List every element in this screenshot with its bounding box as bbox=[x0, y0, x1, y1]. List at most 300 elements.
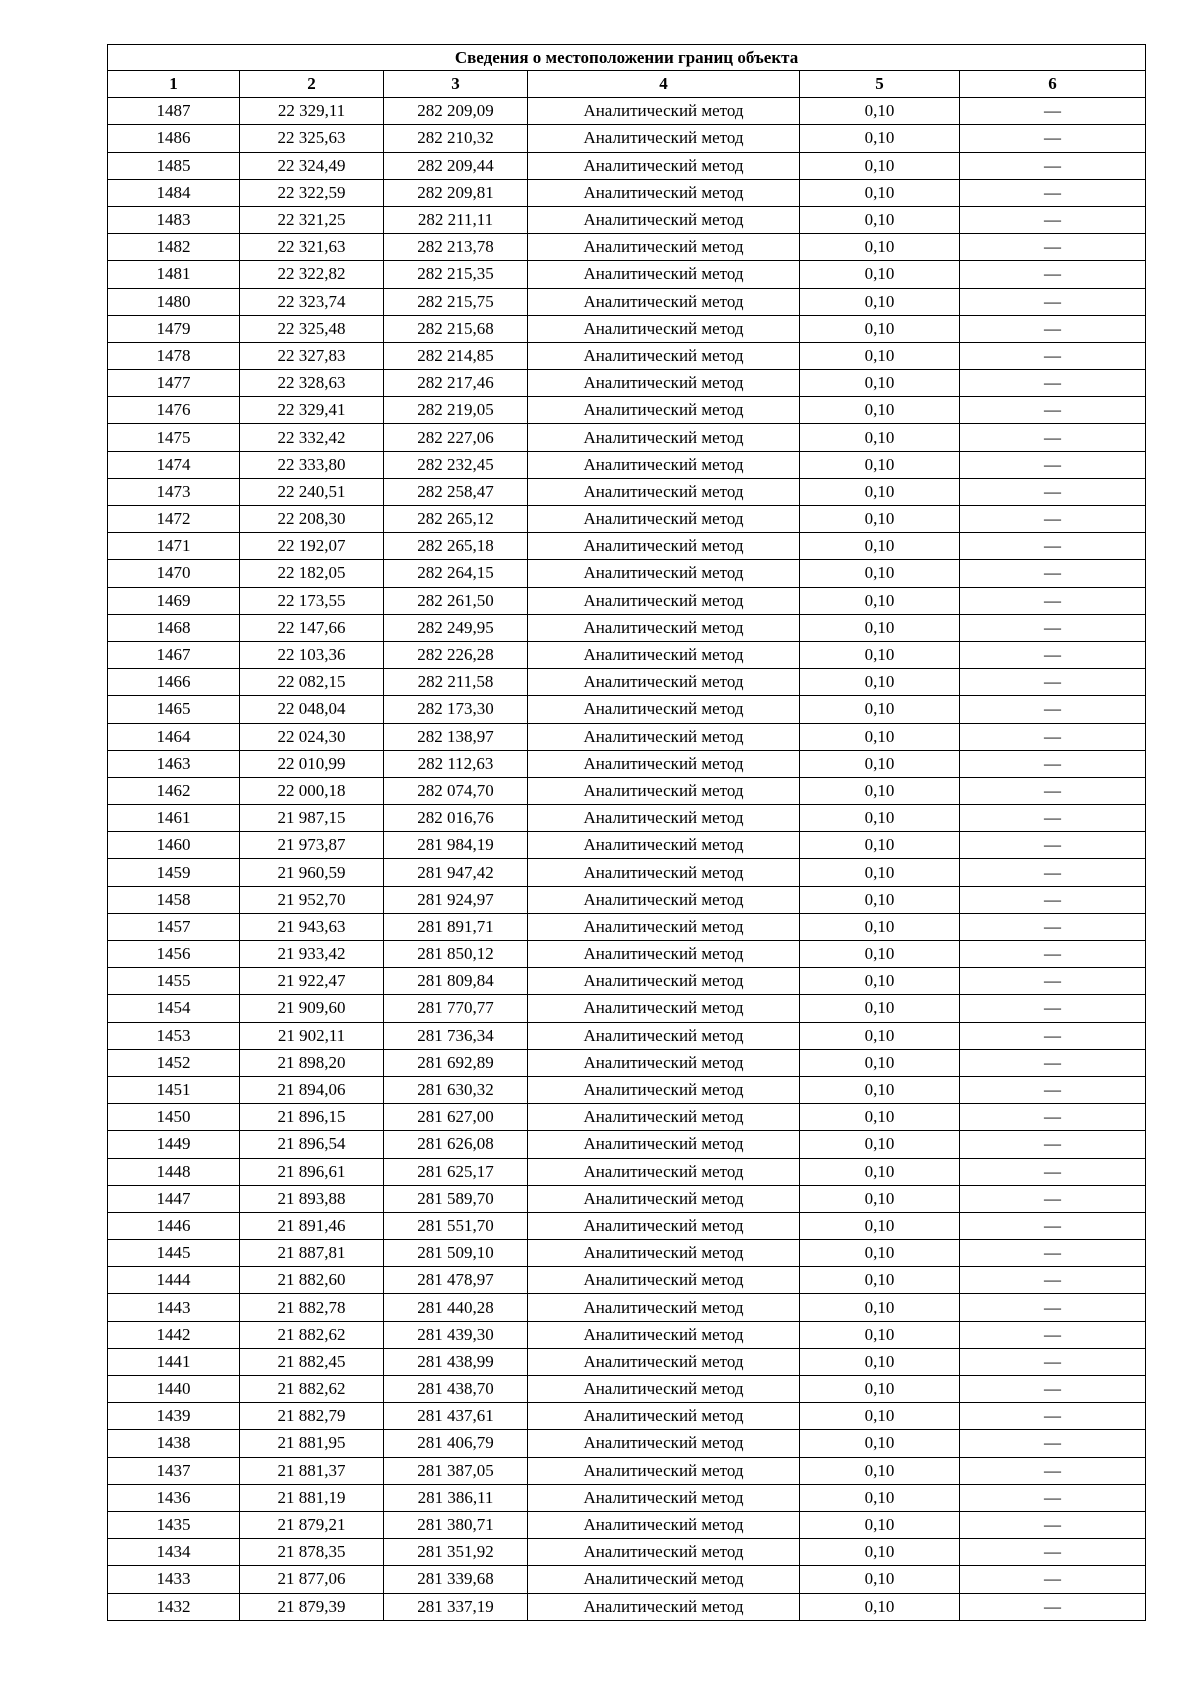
method-cell: Аналитический метод bbox=[528, 261, 800, 288]
y-coordinate-cell: 282 227,06 bbox=[384, 424, 528, 451]
method-cell: Аналитический метод bbox=[528, 777, 800, 804]
point-number-cell: 1433 bbox=[108, 1566, 240, 1593]
accuracy-cell: 0,10 bbox=[800, 424, 960, 451]
table-row bbox=[108, 342, 1146, 369]
table-row bbox=[108, 98, 1146, 125]
x-coordinate-cell: 21 882,60 bbox=[240, 1267, 384, 1294]
method-cell: Аналитический метод bbox=[528, 1049, 800, 1076]
description-cell: — bbox=[960, 234, 1146, 261]
x-coordinate-cell: 21 891,46 bbox=[240, 1212, 384, 1239]
y-coordinate-cell: 282 211,58 bbox=[384, 669, 528, 696]
y-coordinate-cell: 281 984,19 bbox=[384, 832, 528, 859]
method-cell: Аналитический метод bbox=[528, 125, 800, 152]
method-cell: Аналитический метод bbox=[528, 1104, 800, 1131]
table-row bbox=[108, 1158, 1146, 1185]
table-row bbox=[108, 478, 1146, 505]
table-row bbox=[108, 1348, 1146, 1375]
accuracy-cell: 0,10 bbox=[800, 560, 960, 587]
x-coordinate-cell: 22 333,80 bbox=[240, 451, 384, 478]
method-cell: Аналитический метод bbox=[528, 832, 800, 859]
point-number-cell: 1487 bbox=[108, 98, 240, 125]
method-cell: Аналитический метод bbox=[528, 995, 800, 1022]
table-row bbox=[108, 506, 1146, 533]
y-coordinate-cell: 281 627,00 bbox=[384, 1104, 528, 1131]
accuracy-cell: 0,10 bbox=[800, 723, 960, 750]
x-coordinate-cell: 21 893,88 bbox=[240, 1185, 384, 1212]
table-row bbox=[108, 941, 1146, 968]
method-cell: Аналитический метод bbox=[528, 478, 800, 505]
accuracy-cell: 0,10 bbox=[800, 1484, 960, 1511]
y-coordinate-cell: 282 264,15 bbox=[384, 560, 528, 587]
accuracy-cell: 0,10 bbox=[800, 641, 960, 668]
description-cell: — bbox=[960, 1511, 1146, 1538]
y-coordinate-cell: 282 226,28 bbox=[384, 641, 528, 668]
point-number-cell: 1470 bbox=[108, 560, 240, 587]
description-cell: — bbox=[960, 424, 1146, 451]
description-cell: — bbox=[960, 1430, 1146, 1457]
accuracy-cell: 0,10 bbox=[800, 1158, 960, 1185]
method-cell: Аналитический метод bbox=[528, 913, 800, 940]
point-number-cell: 1440 bbox=[108, 1376, 240, 1403]
description-cell: — bbox=[960, 1294, 1146, 1321]
y-coordinate-cell: 281 440,28 bbox=[384, 1294, 528, 1321]
y-coordinate-cell: 281 692,89 bbox=[384, 1049, 528, 1076]
point-number-cell: 1444 bbox=[108, 1267, 240, 1294]
description-cell: — bbox=[960, 968, 1146, 995]
method-cell: Аналитический метод bbox=[528, 1457, 800, 1484]
description-cell: — bbox=[960, 777, 1146, 804]
description-cell: — bbox=[960, 451, 1146, 478]
table-row bbox=[108, 587, 1146, 614]
method-cell: Аналитический метод bbox=[528, 1321, 800, 1348]
y-coordinate-cell: 281 339,68 bbox=[384, 1566, 528, 1593]
description-cell: — bbox=[960, 859, 1146, 886]
point-number-cell: 1480 bbox=[108, 288, 240, 315]
title-row bbox=[108, 45, 1146, 71]
x-coordinate-cell: 21 881,37 bbox=[240, 1457, 384, 1484]
y-coordinate-cell: 282 232,45 bbox=[384, 451, 528, 478]
column-header-5: 5 bbox=[800, 71, 960, 98]
table-row bbox=[108, 234, 1146, 261]
table-row bbox=[108, 1022, 1146, 1049]
description-cell: — bbox=[960, 696, 1146, 723]
description-cell: — bbox=[960, 1566, 1146, 1593]
method-cell: Аналитический метод bbox=[528, 1131, 800, 1158]
accuracy-cell: 0,10 bbox=[800, 370, 960, 397]
x-coordinate-cell: 21 878,35 bbox=[240, 1539, 384, 1566]
y-coordinate-cell: 281 770,77 bbox=[384, 995, 528, 1022]
y-coordinate-cell: 281 351,92 bbox=[384, 1539, 528, 1566]
table-row bbox=[108, 1240, 1146, 1267]
table-row bbox=[108, 696, 1146, 723]
x-coordinate-cell: 22 103,36 bbox=[240, 641, 384, 668]
point-number-cell: 1477 bbox=[108, 370, 240, 397]
y-coordinate-cell: 281 924,97 bbox=[384, 886, 528, 913]
method-cell: Аналитический метод bbox=[528, 1539, 800, 1566]
x-coordinate-cell: 22 208,30 bbox=[240, 506, 384, 533]
method-cell: Аналитический метод bbox=[528, 397, 800, 424]
accuracy-cell: 0,10 bbox=[800, 1566, 960, 1593]
method-cell: Аналитический метод bbox=[528, 1267, 800, 1294]
x-coordinate-cell: 21 973,87 bbox=[240, 832, 384, 859]
table-row bbox=[108, 288, 1146, 315]
table-row bbox=[108, 1566, 1146, 1593]
description-cell: — bbox=[960, 1403, 1146, 1430]
y-coordinate-cell: 281 478,97 bbox=[384, 1267, 528, 1294]
point-number-cell: 1452 bbox=[108, 1049, 240, 1076]
accuracy-cell: 0,10 bbox=[800, 506, 960, 533]
description-cell: — bbox=[960, 750, 1146, 777]
y-coordinate-cell: 282 215,35 bbox=[384, 261, 528, 288]
y-coordinate-cell: 281 337,19 bbox=[384, 1593, 528, 1620]
x-coordinate-cell: 22 325,48 bbox=[240, 315, 384, 342]
accuracy-cell: 0,10 bbox=[800, 1022, 960, 1049]
point-number-cell: 1457 bbox=[108, 913, 240, 940]
table-row bbox=[108, 669, 1146, 696]
x-coordinate-cell: 21 881,95 bbox=[240, 1430, 384, 1457]
x-coordinate-cell: 21 952,70 bbox=[240, 886, 384, 913]
table-row bbox=[108, 859, 1146, 886]
accuracy-cell: 0,10 bbox=[800, 234, 960, 261]
method-cell: Аналитический метод bbox=[528, 315, 800, 342]
x-coordinate-cell: 22 321,25 bbox=[240, 206, 384, 233]
table-row bbox=[108, 1321, 1146, 1348]
table-row bbox=[108, 1511, 1146, 1538]
y-coordinate-cell: 281 626,08 bbox=[384, 1131, 528, 1158]
accuracy-cell: 0,10 bbox=[800, 832, 960, 859]
method-cell: Аналитический метод bbox=[528, 1348, 800, 1375]
method-cell: Аналитический метод bbox=[528, 1430, 800, 1457]
x-coordinate-cell: 21 933,42 bbox=[240, 941, 384, 968]
table-row bbox=[108, 995, 1146, 1022]
point-number-cell: 1460 bbox=[108, 832, 240, 859]
x-coordinate-cell: 21 887,81 bbox=[240, 1240, 384, 1267]
table-row bbox=[108, 641, 1146, 668]
point-number-cell: 1461 bbox=[108, 805, 240, 832]
x-coordinate-cell: 22 048,04 bbox=[240, 696, 384, 723]
description-cell: — bbox=[960, 370, 1146, 397]
x-coordinate-cell: 22 192,07 bbox=[240, 533, 384, 560]
accuracy-cell: 0,10 bbox=[800, 941, 960, 968]
description-cell: — bbox=[960, 1049, 1146, 1076]
point-number-cell: 1439 bbox=[108, 1403, 240, 1430]
method-cell: Аналитический метод bbox=[528, 886, 800, 913]
method-cell: Аналитический метод bbox=[528, 614, 800, 641]
description-cell: — bbox=[960, 315, 1146, 342]
description-cell: — bbox=[960, 587, 1146, 614]
point-number-cell: 1469 bbox=[108, 587, 240, 614]
description-cell: — bbox=[960, 261, 1146, 288]
accuracy-cell: 0,10 bbox=[800, 587, 960, 614]
accuracy-cell: 0,10 bbox=[800, 1403, 960, 1430]
y-coordinate-cell: 281 809,84 bbox=[384, 968, 528, 995]
method-cell: Аналитический метод bbox=[528, 506, 800, 533]
x-coordinate-cell: 22 322,59 bbox=[240, 179, 384, 206]
x-coordinate-cell: 22 010,99 bbox=[240, 750, 384, 777]
x-coordinate-cell: 21 879,39 bbox=[240, 1593, 384, 1620]
description-cell: — bbox=[960, 288, 1146, 315]
accuracy-cell: 0,10 bbox=[800, 315, 960, 342]
accuracy-cell: 0,10 bbox=[800, 1593, 960, 1620]
point-number-cell: 1478 bbox=[108, 342, 240, 369]
accuracy-cell: 0,10 bbox=[800, 206, 960, 233]
description-cell: — bbox=[960, 179, 1146, 206]
y-coordinate-cell: 282 215,75 bbox=[384, 288, 528, 315]
table-row bbox=[108, 1430, 1146, 1457]
x-coordinate-cell: 21 881,19 bbox=[240, 1484, 384, 1511]
accuracy-cell: 0,10 bbox=[800, 750, 960, 777]
method-cell: Аналитический метод bbox=[528, 1403, 800, 1430]
y-coordinate-cell: 281 850,12 bbox=[384, 941, 528, 968]
table-row bbox=[108, 1212, 1146, 1239]
table-row bbox=[108, 777, 1146, 804]
method-cell: Аналитический метод bbox=[528, 533, 800, 560]
table-row bbox=[108, 1076, 1146, 1103]
method-cell: Аналитический метод bbox=[528, 1511, 800, 1538]
y-coordinate-cell: 282 215,68 bbox=[384, 315, 528, 342]
x-coordinate-cell: 22 173,55 bbox=[240, 587, 384, 614]
accuracy-cell: 0,10 bbox=[800, 397, 960, 424]
description-cell: — bbox=[960, 1076, 1146, 1103]
point-number-cell: 1465 bbox=[108, 696, 240, 723]
accuracy-cell: 0,10 bbox=[800, 1511, 960, 1538]
table-row bbox=[108, 832, 1146, 859]
point-number-cell: 1437 bbox=[108, 1457, 240, 1484]
point-number-cell: 1459 bbox=[108, 859, 240, 886]
x-coordinate-cell: 21 987,15 bbox=[240, 805, 384, 832]
x-coordinate-cell: 21 882,79 bbox=[240, 1403, 384, 1430]
y-coordinate-cell: 281 387,05 bbox=[384, 1457, 528, 1484]
description-cell: — bbox=[960, 1240, 1146, 1267]
x-coordinate-cell: 21 882,62 bbox=[240, 1321, 384, 1348]
method-cell: Аналитический метод bbox=[528, 1294, 800, 1321]
method-cell: Аналитический метод bbox=[528, 859, 800, 886]
point-number-cell: 1448 bbox=[108, 1158, 240, 1185]
description-cell: — bbox=[960, 506, 1146, 533]
point-number-cell: 1456 bbox=[108, 941, 240, 968]
accuracy-cell: 0,10 bbox=[800, 125, 960, 152]
method-cell: Аналитический метод bbox=[528, 1212, 800, 1239]
column-header-6: 6 bbox=[960, 71, 1146, 98]
description-cell: — bbox=[960, 1185, 1146, 1212]
x-coordinate-cell: 22 329,41 bbox=[240, 397, 384, 424]
point-number-cell: 1471 bbox=[108, 533, 240, 560]
table-row bbox=[108, 968, 1146, 995]
y-coordinate-cell: 282 209,09 bbox=[384, 98, 528, 125]
description-cell: — bbox=[960, 1539, 1146, 1566]
x-coordinate-cell: 21 902,11 bbox=[240, 1022, 384, 1049]
y-coordinate-cell: 282 258,47 bbox=[384, 478, 528, 505]
accuracy-cell: 0,10 bbox=[800, 968, 960, 995]
y-coordinate-cell: 281 439,30 bbox=[384, 1321, 528, 1348]
x-coordinate-cell: 22 323,74 bbox=[240, 288, 384, 315]
description-cell: — bbox=[960, 152, 1146, 179]
x-coordinate-cell: 22 324,49 bbox=[240, 152, 384, 179]
method-cell: Аналитический метод bbox=[528, 370, 800, 397]
description-cell: — bbox=[960, 669, 1146, 696]
table-body bbox=[108, 98, 1146, 1621]
x-coordinate-cell: 22 321,63 bbox=[240, 234, 384, 261]
point-number-cell: 1453 bbox=[108, 1022, 240, 1049]
point-number-cell: 1466 bbox=[108, 669, 240, 696]
table-row bbox=[108, 1131, 1146, 1158]
y-coordinate-cell: 281 551,70 bbox=[384, 1212, 528, 1239]
accuracy-cell: 0,10 bbox=[800, 1457, 960, 1484]
point-number-cell: 1458 bbox=[108, 886, 240, 913]
table-row bbox=[108, 723, 1146, 750]
accuracy-cell: 0,10 bbox=[800, 478, 960, 505]
table-row bbox=[108, 913, 1146, 940]
table-row bbox=[108, 1376, 1146, 1403]
point-number-cell: 1441 bbox=[108, 1348, 240, 1375]
point-number-cell: 1485 bbox=[108, 152, 240, 179]
accuracy-cell: 0,10 bbox=[800, 1430, 960, 1457]
method-cell: Аналитический метод bbox=[528, 206, 800, 233]
description-cell: — bbox=[960, 125, 1146, 152]
boundary-table bbox=[107, 44, 1146, 1621]
point-number-cell: 1463 bbox=[108, 750, 240, 777]
x-coordinate-cell: 22 024,30 bbox=[240, 723, 384, 750]
y-coordinate-cell: 282 211,11 bbox=[384, 206, 528, 233]
description-cell: — bbox=[960, 1158, 1146, 1185]
method-cell: Аналитический метод bbox=[528, 1185, 800, 1212]
x-coordinate-cell: 21 896,54 bbox=[240, 1131, 384, 1158]
y-coordinate-cell: 281 736,34 bbox=[384, 1022, 528, 1049]
description-cell: — bbox=[960, 886, 1146, 913]
method-cell: Аналитический метод bbox=[528, 179, 800, 206]
x-coordinate-cell: 21 882,45 bbox=[240, 1348, 384, 1375]
y-coordinate-cell: 282 214,85 bbox=[384, 342, 528, 369]
y-coordinate-cell: 282 219,05 bbox=[384, 397, 528, 424]
method-cell: Аналитический метод bbox=[528, 451, 800, 478]
description-cell: — bbox=[960, 641, 1146, 668]
method-cell: Аналитический метод bbox=[528, 288, 800, 315]
method-cell: Аналитический метод bbox=[528, 152, 800, 179]
table-row bbox=[108, 1104, 1146, 1131]
point-number-cell: 1443 bbox=[108, 1294, 240, 1321]
y-coordinate-cell: 282 249,95 bbox=[384, 614, 528, 641]
accuracy-cell: 0,10 bbox=[800, 1321, 960, 1348]
x-coordinate-cell: 21 922,47 bbox=[240, 968, 384, 995]
x-coordinate-cell: 21 960,59 bbox=[240, 859, 384, 886]
x-coordinate-cell: 22 327,83 bbox=[240, 342, 384, 369]
point-number-cell: 1483 bbox=[108, 206, 240, 233]
accuracy-cell: 0,10 bbox=[800, 1131, 960, 1158]
accuracy-cell: 0,10 bbox=[800, 179, 960, 206]
description-cell: — bbox=[960, 98, 1146, 125]
method-cell: Аналитический метод bbox=[528, 1593, 800, 1620]
point-number-cell: 1486 bbox=[108, 125, 240, 152]
y-coordinate-cell: 282 074,70 bbox=[384, 777, 528, 804]
description-cell: — bbox=[960, 1348, 1146, 1375]
point-number-cell: 1454 bbox=[108, 995, 240, 1022]
y-coordinate-cell: 282 265,18 bbox=[384, 533, 528, 560]
accuracy-cell: 0,10 bbox=[800, 288, 960, 315]
accuracy-cell: 0,10 bbox=[800, 1049, 960, 1076]
description-cell: — bbox=[960, 397, 1146, 424]
point-number-cell: 1442 bbox=[108, 1321, 240, 1348]
y-coordinate-cell: 281 509,10 bbox=[384, 1240, 528, 1267]
method-cell: Аналитический метод bbox=[528, 941, 800, 968]
method-cell: Аналитический метод bbox=[528, 1566, 800, 1593]
method-cell: Аналитический метод bbox=[528, 1484, 800, 1511]
accuracy-cell: 0,10 bbox=[800, 451, 960, 478]
y-coordinate-cell: 281 438,70 bbox=[384, 1376, 528, 1403]
description-cell: — bbox=[960, 206, 1146, 233]
description-cell: — bbox=[960, 478, 1146, 505]
table-row bbox=[108, 1294, 1146, 1321]
point-number-cell: 1479 bbox=[108, 315, 240, 342]
y-coordinate-cell: 281 438,99 bbox=[384, 1348, 528, 1375]
table-row bbox=[108, 152, 1146, 179]
accuracy-cell: 0,10 bbox=[800, 777, 960, 804]
table-row bbox=[108, 179, 1146, 206]
accuracy-cell: 0,10 bbox=[800, 696, 960, 723]
point-number-cell: 1438 bbox=[108, 1430, 240, 1457]
y-coordinate-cell: 282 016,76 bbox=[384, 805, 528, 832]
point-number-cell: 1455 bbox=[108, 968, 240, 995]
accuracy-cell: 0,10 bbox=[800, 669, 960, 696]
y-coordinate-cell: 282 210,32 bbox=[384, 125, 528, 152]
point-number-cell: 1462 bbox=[108, 777, 240, 804]
table-row bbox=[108, 1539, 1146, 1566]
point-number-cell: 1474 bbox=[108, 451, 240, 478]
accuracy-cell: 0,10 bbox=[800, 805, 960, 832]
table-row bbox=[108, 560, 1146, 587]
description-cell: — bbox=[960, 941, 1146, 968]
x-coordinate-cell: 22 082,15 bbox=[240, 669, 384, 696]
accuracy-cell: 0,10 bbox=[800, 533, 960, 560]
table-row bbox=[108, 533, 1146, 560]
description-cell: — bbox=[960, 723, 1146, 750]
method-cell: Аналитический метод bbox=[528, 669, 800, 696]
x-coordinate-cell: 21 943,63 bbox=[240, 913, 384, 940]
y-coordinate-cell: 282 217,46 bbox=[384, 370, 528, 397]
x-coordinate-cell: 22 182,05 bbox=[240, 560, 384, 587]
table-row bbox=[108, 261, 1146, 288]
x-coordinate-cell: 22 240,51 bbox=[240, 478, 384, 505]
point-number-cell: 1450 bbox=[108, 1104, 240, 1131]
y-coordinate-cell: 282 213,78 bbox=[384, 234, 528, 261]
method-cell: Аналитический метод bbox=[528, 723, 800, 750]
accuracy-cell: 0,10 bbox=[800, 152, 960, 179]
description-cell: — bbox=[960, 1104, 1146, 1131]
point-number-cell: 1432 bbox=[108, 1593, 240, 1620]
table-row bbox=[108, 370, 1146, 397]
point-number-cell: 1481 bbox=[108, 261, 240, 288]
y-coordinate-cell: 281 625,17 bbox=[384, 1158, 528, 1185]
y-coordinate-cell: 282 209,81 bbox=[384, 179, 528, 206]
description-cell: — bbox=[960, 832, 1146, 859]
table-row bbox=[108, 125, 1146, 152]
table-title: Сведения о местоположении границ объекта bbox=[108, 45, 1146, 71]
y-coordinate-cell: 282 261,50 bbox=[384, 587, 528, 614]
point-number-cell: 1468 bbox=[108, 614, 240, 641]
method-cell: Аналитический метод bbox=[528, 805, 800, 832]
description-cell: — bbox=[960, 342, 1146, 369]
point-number-cell: 1482 bbox=[108, 234, 240, 261]
method-cell: Аналитический метод bbox=[528, 234, 800, 261]
method-cell: Аналитический метод bbox=[528, 1022, 800, 1049]
description-cell: — bbox=[960, 1022, 1146, 1049]
x-coordinate-cell: 21 882,78 bbox=[240, 1294, 384, 1321]
accuracy-cell: 0,10 bbox=[800, 98, 960, 125]
table-row bbox=[108, 1484, 1146, 1511]
header-row bbox=[108, 71, 1146, 98]
accuracy-cell: 0,10 bbox=[800, 913, 960, 940]
y-coordinate-cell: 282 265,12 bbox=[384, 506, 528, 533]
accuracy-cell: 0,10 bbox=[800, 1185, 960, 1212]
